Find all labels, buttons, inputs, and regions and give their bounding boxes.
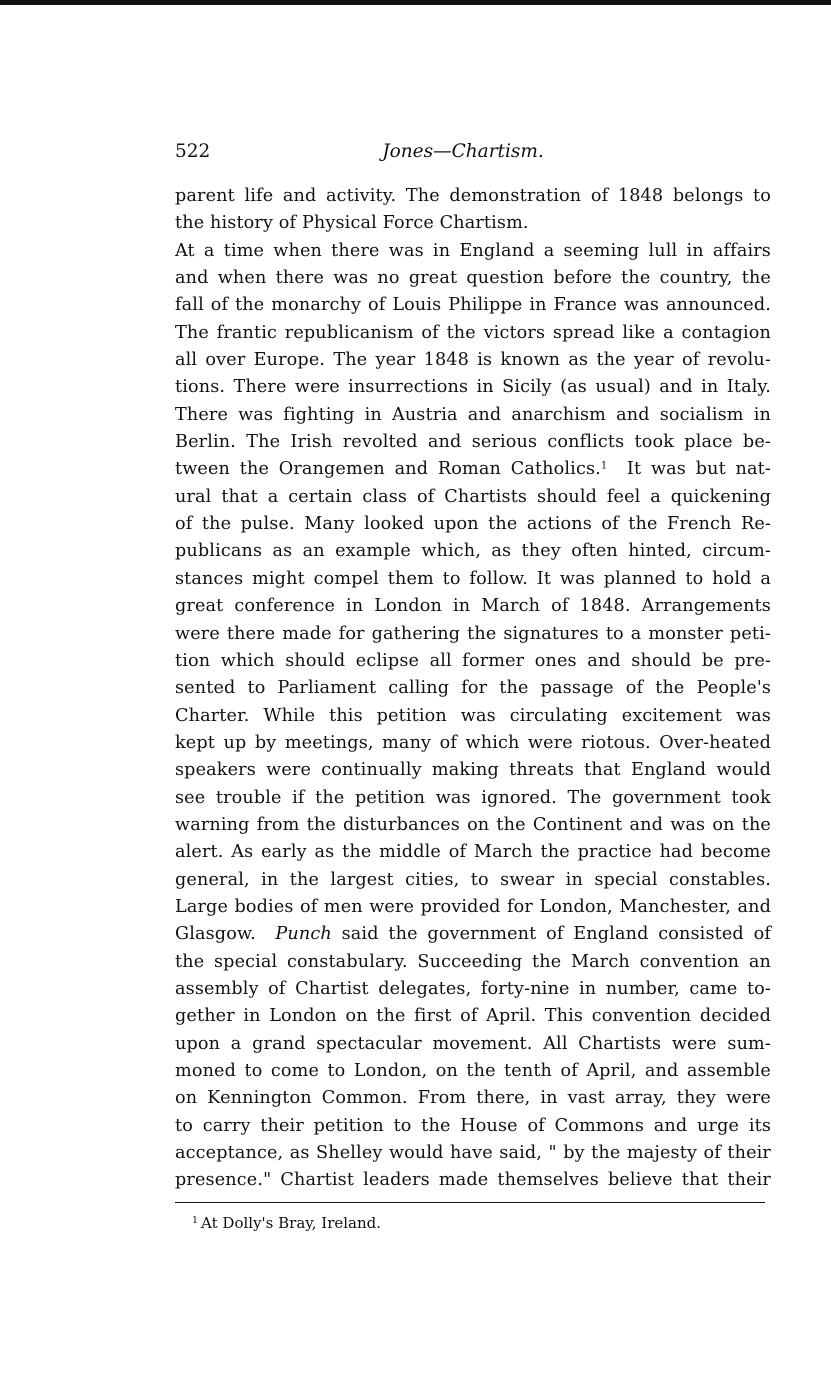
text-line: moned to come to London, on the tenth of April, and assemble	[175, 1061, 771, 1081]
text-line: speakers were continually making threats that England would	[175, 760, 771, 781]
text-line: stances might compel them to follow. It was planned to hold a	[175, 568, 771, 589]
text-line: sented to Parliament calling for the passage of the People's	[175, 678, 771, 699]
text-line: tween the Orangemen and Roman Catholics.$^1$ It was but nat-	[175, 459, 771, 480]
text-line: kept up by meetings, many of which were riotous. Over-heated	[175, 732, 771, 753]
text-line: the special constabulary. Succeeding the March convention an	[175, 951, 771, 972]
text-line: Berlin. The Irish revolted and serious conflicts took place be-	[175, 432, 771, 453]
text-line: fall of the monarchy of Louis Philippe in France was announced.	[175, 295, 771, 316]
text-line: great conference in London in March of 1848. Arrangements	[175, 596, 771, 617]
text-line: on Kennington Common. From there, in vast array, they were	[175, 1088, 771, 1109]
footnote-rule	[175, 1202, 765, 1203]
text-line: of the pulse. Many looked upon the actions of the French Re-	[175, 514, 771, 535]
text-line: gether in London on the first of April. This convention decided	[175, 1006, 771, 1027]
text-line: the history of Physical Force Chartism.	[175, 213, 529, 234]
text-line: There was fighting in Austria and anarchism and socialism in	[175, 404, 771, 425]
text-line: Large bodies of men were provided for London, Manchester, and	[175, 896, 771, 917]
running-head	[175, 138, 771, 166]
text-line: warning from the disturbances on the Continent and was on the	[175, 814, 771, 835]
text-line: assembly of Chartist delegates, forty-nine in number, came to-	[175, 978, 771, 999]
text-line: tion which should eclipse all former ones and should be pre-	[175, 650, 771, 671]
text-line: acceptance, as Shelley would have said, " by the majesty of their	[175, 1143, 771, 1164]
footnote-mark: 1	[192, 1214, 199, 1226]
text-line: presence." Chartist leaders made themselves believe that their	[175, 1170, 771, 1191]
text-line: parent life and activity. The demonstration of 1848 belongs to	[175, 186, 771, 206]
body-text	[175, 183, 771, 1195]
text-line: tions. There were insurrections in Sicily (as usual) and in Italy.	[175, 377, 771, 398]
page-number: 522	[175, 141, 211, 162]
text-line: The frantic republicanism of the victors spread like a contagion	[175, 322, 771, 343]
top-border-rule	[0, 0, 831, 5]
footnote-text: At Dolly's Bray, Ireland.	[201, 1213, 382, 1232]
text-line: all over Europe. The year 1848 is known as the year of revolu-	[175, 350, 771, 371]
italic-title-punch: Punch	[275, 924, 332, 945]
text-line: alert. As early as the middle of March the practice had become	[175, 842, 771, 863]
text-line: Glasgow. Punch said the government of England consisted of	[175, 924, 771, 945]
text-line: see trouble if the petition was ignored. The government took	[175, 787, 771, 808]
paragraph-first-line: At a time when there was in England a seeming lull in affairs	[175, 240, 771, 261]
text-line: were there made for gathering the signatures to a monster peti-	[175, 623, 771, 644]
text-line: ural that a certain class of Chartists should feel a quickening	[175, 486, 771, 507]
book-page	[175, 138, 771, 1234]
running-title: Jones—Chartism.	[382, 141, 544, 162]
text-line: publicans as an example which, as they often hinted, circum-	[175, 541, 771, 562]
footnote	[175, 1212, 771, 1234]
text-line: Charter. While this petition was circulating excitement was	[175, 705, 771, 726]
footnote-reference: 1	[600, 460, 608, 472]
text-line: upon a grand spectacular movement. All Chartists were sum-	[175, 1033, 771, 1054]
text-line: and when there was no great question before the country, the	[175, 268, 771, 289]
text-line: to carry their petition to the House of Commons and urge its	[175, 1115, 771, 1136]
text-line: general, in the largest cities, to swear in special constables.	[175, 869, 771, 890]
